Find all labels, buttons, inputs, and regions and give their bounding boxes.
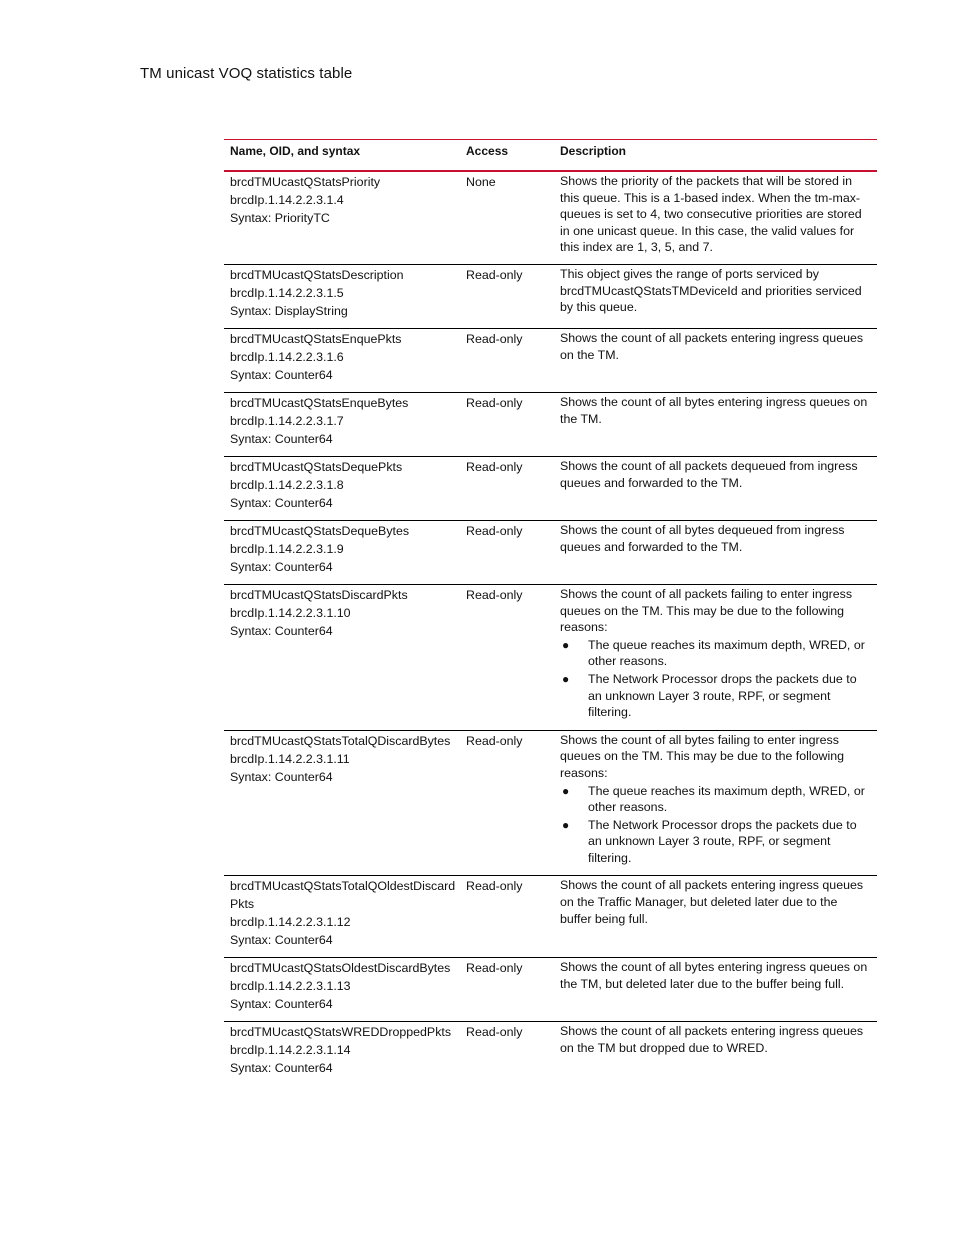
object-syntax: Syntax: Counter64: [230, 495, 333, 510]
object-oid: brcdIp.1.14.2.2.3.1.6: [230, 349, 344, 364]
cell-name-oid-syntax: [224, 584, 460, 730]
table-row: [224, 958, 877, 1022]
cell-description: [554, 958, 877, 1022]
description-text: Shows the count of all bytes dequeued from ingress queues and forwarded to the TM.: [560, 522, 845, 554]
reason-text: The Network Processor drops the packets due to an unknown Layer 3 route, RPF, or segment filtering.: [588, 817, 857, 865]
object-name: brcdTMUcastQStatsEnquePkts: [230, 331, 402, 346]
object-oid: brcdIp.1.14.2.2.3.1.13: [230, 979, 351, 994]
reason-text: The queue reaches its maximum depth, WRED, or other reasons.: [588, 637, 865, 669]
object-oid: brcdIp.1.14.2.2.3.1.4: [230, 193, 344, 207]
description-text: Shows the count of all packets failing to enter ingress queues on the TM. This may be due to the following reasons:: [560, 586, 853, 635]
description-text: Shows the priority of the packets that will be stored in this queue. This is a 1-based index. When the tm-max-queues is set to 4, two consecutive priorities are stored in one unicast queue. In this case, the valid values for this index are 1, 3, 5, and 7.: [560, 174, 862, 255]
object-oid: brcdIp.1.14.2.2.3.1.5: [230, 285, 344, 300]
reason-text: The queue reaches its maximum depth, WRED, or other reasons.: [588, 783, 865, 815]
cell-name-oid-syntax: [224, 264, 460, 328]
cell-name-oid-syntax: [224, 171, 460, 264]
table-row: [224, 730, 877, 876]
table-row: [224, 1022, 877, 1086]
cell-access: [460, 584, 554, 730]
access-value: Read-only: [466, 961, 523, 976]
bullet-icon: ●: [562, 783, 570, 798]
cell-name-oid-syntax: [224, 520, 460, 584]
access-value: Read-only: [466, 523, 523, 538]
cell-description: [554, 730, 877, 876]
object-name: brcdTMUcastQStatsWREDDroppedPkts: [230, 1025, 452, 1040]
cell-access: [460, 392, 554, 456]
description-text: Shows the count of all packets entering ingress queues on the Traffic Manager, but deleted later due to the buffer being full.: [560, 878, 864, 926]
bullet-icon: ●: [562, 671, 570, 686]
description-text: Shows the count of all bytes failing to enter ingress queues on the TM. This may be due to the following reasons:: [560, 732, 845, 780]
list-item: [560, 817, 871, 867]
object-name-continued: Pkts: [230, 897, 255, 912]
cell-description: [554, 1022, 877, 1086]
object-syntax: Syntax: PriorityTC: [230, 211, 330, 225]
bullet-icon: ●: [562, 817, 570, 832]
cell-access: [460, 264, 554, 328]
cell-access: [460, 456, 554, 520]
header-name-oid-syntax: Name, OID, and syntax: [230, 144, 361, 158]
description-text: Shows the count of all bytes entering ingress queues on the TM, but deleted later due to the buffer being full.: [560, 960, 868, 992]
description-text: Shows the count of all packets dequeued from ingress queues and forwarded to the TM.: [560, 458, 858, 490]
object-syntax: Syntax: Counter64: [230, 1061, 333, 1076]
object-name: brcdTMUcastQStatsDescription: [230, 267, 404, 282]
table-row: [224, 328, 877, 392]
object-oid: brcdIp.1.14.2.2.3.1.9: [230, 541, 344, 556]
object-syntax: Syntax: Counter64: [230, 431, 333, 446]
cell-access: [460, 171, 554, 264]
table-row: [224, 456, 877, 520]
table-header-row: [224, 140, 877, 172]
cell-description: [554, 584, 877, 730]
cell-name-oid-syntax: [224, 392, 460, 456]
object-oid: brcdIp.1.14.2.2.3.1.7: [230, 413, 344, 428]
object-name: brcdTMUcastQStatsDequeBytes: [230, 523, 410, 538]
object-name: brcdTMUcastQStatsEnqueBytes: [230, 395, 409, 410]
object-oid: brcdIp.1.14.2.2.3.1.10: [230, 605, 351, 620]
object-oid: brcdIp.1.14.2.2.3.1.12: [230, 915, 351, 930]
reason-text: The Network Processor drops the packets due to an unknown Layer 3 route, RPF, or segment filtering.: [588, 671, 857, 720]
table-row: [224, 264, 877, 328]
cell-description: [554, 264, 877, 328]
description-text: Shows the count of all bytes entering ingress queues on the TM.: [560, 394, 868, 426]
header-description: Description: [560, 144, 627, 158]
cell-access: [460, 730, 554, 876]
cell-name-oid-syntax: [224, 1022, 460, 1086]
header-access: Access: [466, 144, 509, 158]
access-value: Read-only: [466, 1025, 523, 1040]
cell-name-oid-syntax: [224, 876, 460, 958]
bullet-icon: ●: [562, 637, 570, 652]
table-row: [224, 584, 877, 730]
reasons-list: [560, 783, 871, 867]
description-text: This object gives the range of ports serviced by brcdTMUcastQStatsTMDeviceId and priorities serviced by this queue.: [560, 266, 862, 315]
access-value: Read-only: [466, 267, 523, 282]
object-syntax: Syntax: Counter64: [230, 367, 333, 382]
object-name: brcdTMUcastQStatsPriority: [230, 175, 381, 189]
object-name: brcdTMUcastQStatsOldestDiscardBytes: [230, 961, 451, 976]
access-value: Read-only: [466, 879, 523, 894]
table-row: [224, 876, 877, 958]
mib-table: [224, 139, 877, 1085]
object-name: brcdTMUcastQStatsTotalQOldestDiscard: [230, 879, 456, 894]
object-oid: brcdIp.1.14.2.2.3.1.14: [230, 1043, 351, 1058]
cell-access: [460, 876, 554, 958]
cell-access: [460, 1022, 554, 1086]
access-value: Read-only: [466, 459, 523, 474]
access-value: Read-only: [466, 395, 523, 410]
access-value: Read-only: [466, 331, 523, 346]
object-syntax: Syntax: Counter64: [230, 933, 333, 948]
cell-name-oid-syntax: [224, 456, 460, 520]
reasons-list: [560, 637, 871, 721]
access-value: Read-only: [466, 733, 523, 748]
object-syntax: Syntax: Counter64: [230, 559, 333, 574]
object-syntax: Syntax: Counter64: [230, 997, 333, 1012]
object-oid: brcdIp.1.14.2.2.3.1.11: [230, 751, 350, 766]
access-value: Read-only: [466, 587, 523, 602]
cell-description: [554, 456, 877, 520]
cell-name-oid-syntax: [224, 328, 460, 392]
cell-description: [554, 328, 877, 392]
table-row: [224, 520, 877, 584]
description-text: Shows the count of all packets entering ingress queues on the TM but dropped due to WRED.: [560, 1024, 864, 1056]
object-syntax: Syntax: Counter64: [230, 623, 333, 638]
cell-name-oid-syntax: [224, 730, 460, 876]
object-name: brcdTMUcastQStatsTotalQDiscardBytes: [230, 733, 451, 748]
cell-access: [460, 520, 554, 584]
object-oid: brcdIp.1.14.2.2.3.1.8: [230, 477, 344, 492]
object-syntax: Syntax: Counter64: [230, 769, 333, 784]
table-row: [224, 392, 877, 456]
list-item: [560, 783, 871, 816]
cell-description: [554, 171, 877, 264]
object-syntax: Syntax: DisplayString: [230, 303, 348, 318]
cell-access: [460, 328, 554, 392]
object-name: brcdTMUcastQStatsDiscardPkts: [230, 587, 408, 602]
cell-name-oid-syntax: [224, 958, 460, 1022]
object-name: brcdTMUcastQStatsDequePkts: [230, 459, 403, 474]
list-item: [560, 671, 871, 721]
page-header: TM unicast VOQ statistics table: [140, 65, 353, 82]
access-value: None: [466, 175, 496, 189]
cell-description: [554, 876, 877, 958]
cell-description: [554, 520, 877, 584]
description-text: Shows the count of all packets entering ingress queues on the TM.: [560, 330, 864, 362]
table-row: [224, 171, 877, 264]
cell-description: [554, 392, 877, 456]
cell-access: [460, 958, 554, 1022]
list-item: [560, 637, 871, 670]
mib-table-container: [224, 139, 877, 1085]
